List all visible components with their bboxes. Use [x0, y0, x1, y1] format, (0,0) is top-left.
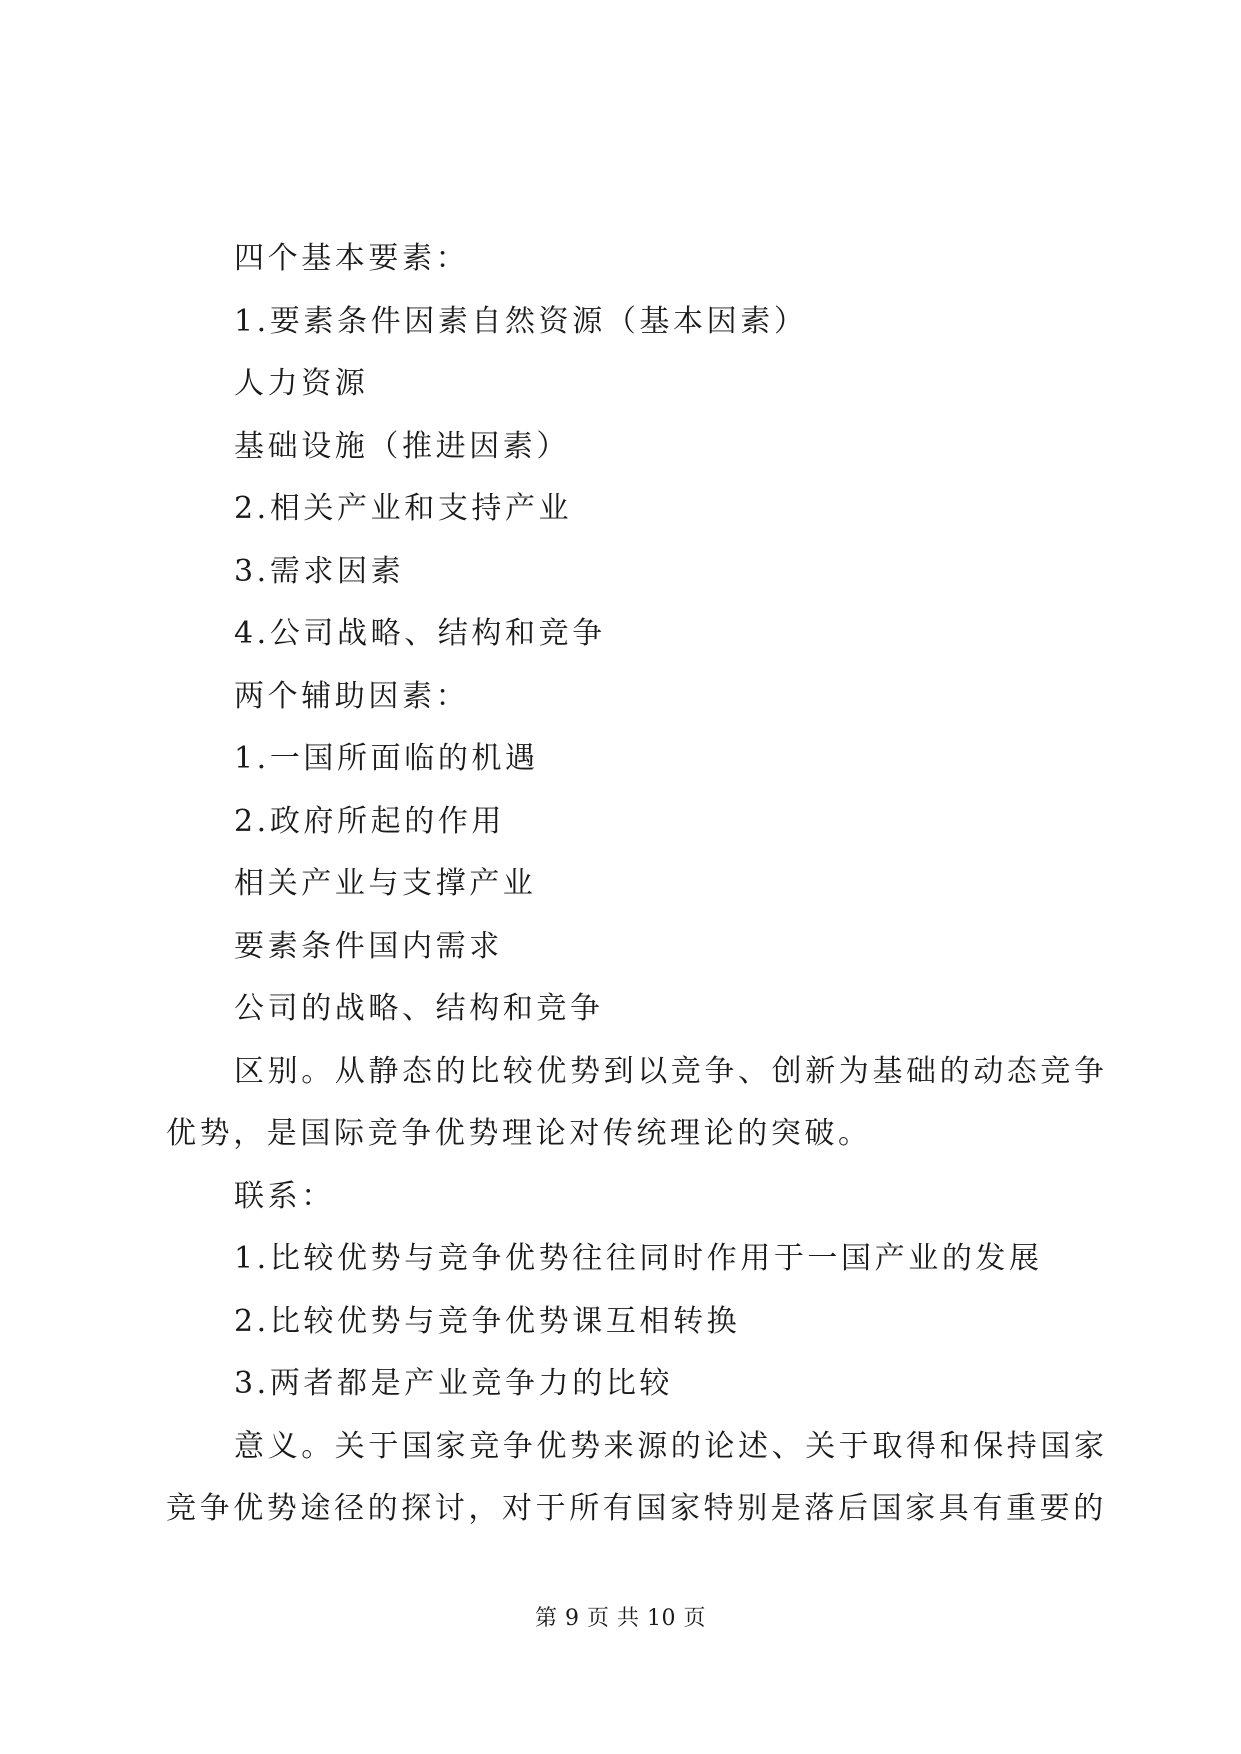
text-line: 1.要素条件因素自然资源（基本因素） — [234, 303, 808, 339]
text-line: 竞争优势途径的探讨，对于所有国家特别是落后国家具有重要的 — [166, 1491, 1107, 1526]
text-line: 2.比较优势与竞争优势课互相转换 — [234, 1303, 741, 1339]
text-line: 联系： — [234, 1178, 335, 1214]
text-line: 1.一国所面临的机遇 — [234, 741, 539, 776]
text-line: 区别。从静态的比较优势到以竞争、创新为基础的动态竞争 — [234, 1053, 1108, 1089]
text-line: 3.两者都是产业竞争力的比较 — [234, 1366, 674, 1401]
text-line: 相关产业与支撑产业 — [234, 866, 537, 901]
text-line: 公司的战略、结构和竞争 — [234, 991, 604, 1026]
text-line: 2.政府所起的作用 — [234, 803, 506, 839]
text-line: 基础设施（推进因素） — [234, 428, 570, 464]
text-line: 意义。关于国家竞争优势来源的论述、关于取得和保持国家 — [234, 1428, 1108, 1464]
text-line: 3.需求因素 — [234, 553, 405, 589]
page-footer: 第 9 页 共 10 页 — [535, 1606, 706, 1631]
text-line: 优势，是国际竞争优势理论对传统理论的突破。 — [166, 1116, 872, 1151]
text-line: 人力资源 — [234, 366, 369, 401]
text-line: 要素条件国内需求 — [234, 928, 503, 964]
text-line: 两个辅助因素： — [234, 678, 470, 714]
document-body — [166, 228, 1108, 1541]
text-line: 四个基本要素： — [234, 241, 470, 276]
text-line: 4.公司战略、结构和竞争 — [234, 616, 606, 651]
text-line: 2.相关产业和支持产业 — [234, 491, 573, 526]
text-line: 1.比较优势与竞争优势往往同时作用于一国产业的发展 — [234, 1241, 1043, 1276]
